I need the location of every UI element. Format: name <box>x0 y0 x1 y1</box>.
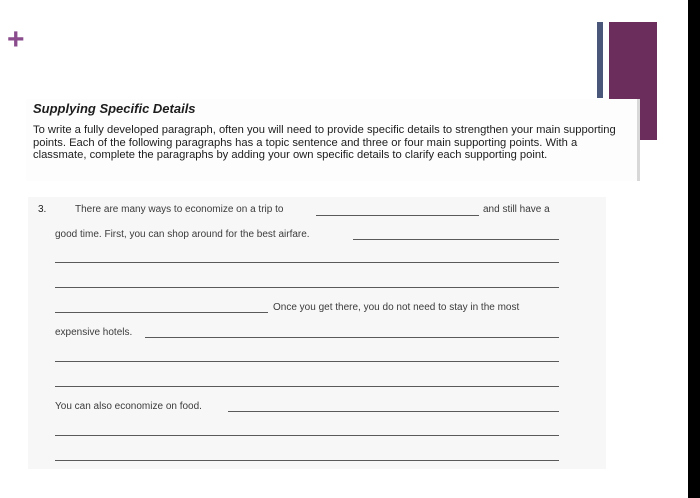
blank-line-6[interactable] <box>145 337 559 338</box>
blank-line-3[interactable] <box>55 262 559 263</box>
exercise-line-1-start: There are many ways to economize on a trip to <box>75 204 284 215</box>
instructions-panel-shadow <box>637 99 640 181</box>
blank-line-5[interactable] <box>55 312 268 313</box>
plus-icon: + <box>7 23 25 56</box>
blank-line-9[interactable] <box>228 411 559 412</box>
decorative-bar-slate <box>597 22 603 98</box>
blank-line-2[interactable] <box>353 239 559 240</box>
blank-line-7[interactable] <box>55 361 559 362</box>
blank-destination[interactable] <box>316 215 479 216</box>
exercise-line-2: good time. First, you can shop around for the best airfare. <box>55 229 310 240</box>
exercise-line-1-end: and still have a <box>483 204 550 215</box>
exercise-line-9: You can also economize on food. <box>55 401 202 412</box>
blank-line-10[interactable] <box>55 435 559 436</box>
blank-line-8[interactable] <box>55 386 559 387</box>
section-heading: Supplying Specific Details <box>33 101 196 116</box>
exercise-number: 3. <box>38 204 47 215</box>
instructions-text: To write a fully developed paragraph, often you will need to provide specific details to strengthen your main supporting points. Each of the following paragraphs has a topic sentence and three or four main supporting points. With a classmate, complete the paragraphs by adding your own specific details to clarify each supporting point. <box>33 124 616 162</box>
exercise-line-5: Once you get there, you do not need to stay in the most <box>273 302 520 313</box>
blank-line-4[interactable] <box>55 287 559 288</box>
exercise-line-6: expensive hotels. <box>55 327 133 338</box>
blank-line-11[interactable] <box>55 460 559 461</box>
